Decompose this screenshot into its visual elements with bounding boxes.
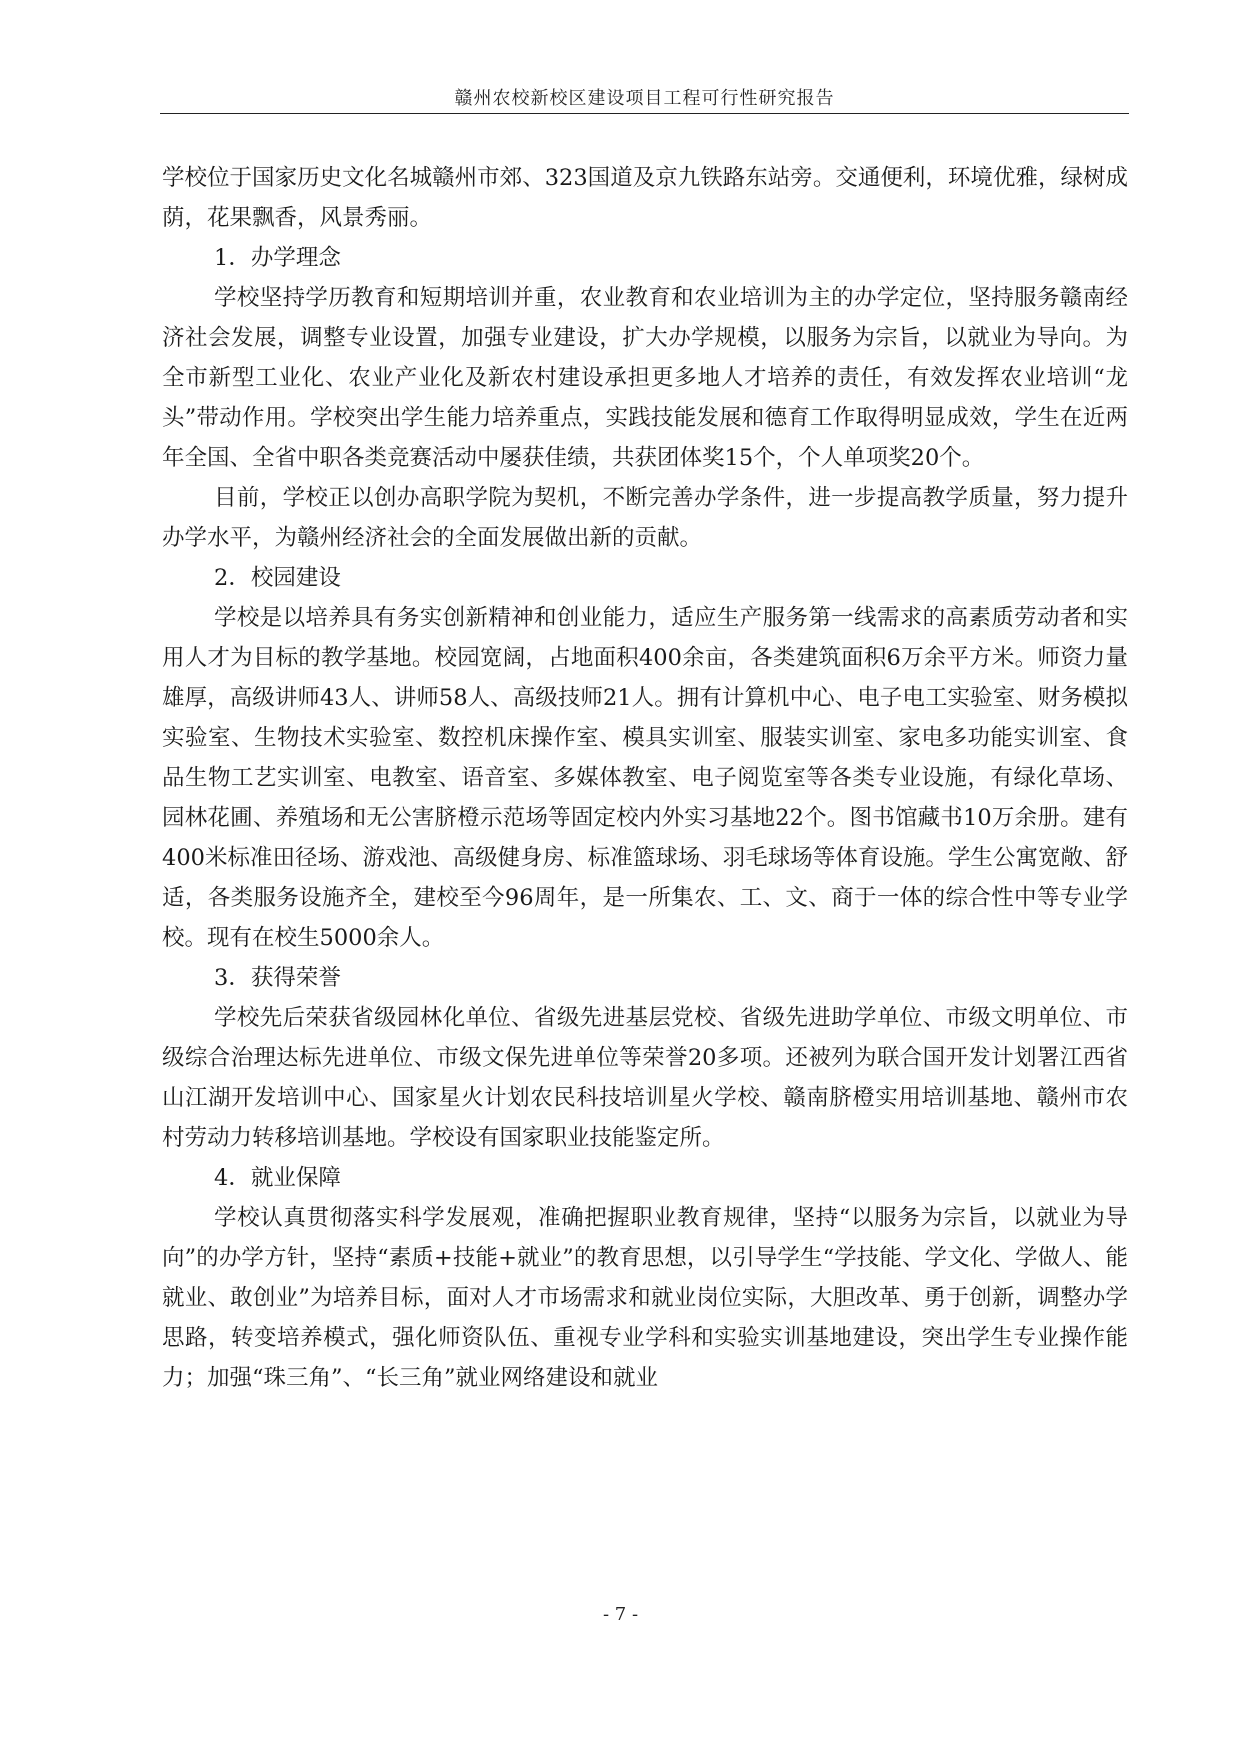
paragraph-honors: 学校先后荣获省级园林化单位、省级先进基层党校、省级先进助学单位、市级文明单位、市级综合治理达标先进单位、市级文保先进单位等荣誉20多项。还被列为联合国开发计划署江西省山江湖开发培训中心、国家星火计划农民科技培训星火学校、赣南脐橙实用培训基地、赣州市农村劳动力转移培训基地。学校设有国家职业技能鉴定所。 (162, 1005, 1128, 1151)
paragraph-campus: 学校是以培养具有务实创新精神和创业能力，适应生产服务第一线需求的高素质劳动者和实用人才为目标的教学基地。校园宽阔，占地面积400余亩，各类建筑面积6万余平方米。师资力量雄厚，高级讲师43人、讲师58人、高级技师21人。拥有计算机中心、电子电工实验室、财务模拟实验室、生物技术实验室、数控机床操作室、模具实训室、服装实训室、家电多功能实训室、食品生物工艺实训室、电教室、语音室、多媒体教室、电子阅览室等各类专业设施，有绿化草场、园林花圃、养殖场和无公害脐橙示范场等固定校内外实习基地22个。图书馆藏书10万余册。建有400米标准田径场、游戏池、高级健身房、标准篮球场、羽毛球场等体育设施。学生公寓宽敞、舒适，各类服务设施齐全，建校至今96周年，是一所集农、工、文、商于一体的综合性中等专业学校。现有在校生5000余人。 (162, 605, 1128, 951)
paragraph-location: 学校位于国家历史文化名城赣州市郊、323国道及京九铁路东站旁。交通便利，环境优雅，绿树成荫，花果飘香，风景秀丽。 (162, 165, 1128, 231)
section-heading-philosophy: 1．办学理念 (214, 245, 341, 271)
header-divider (160, 113, 1129, 114)
paragraph-outlook: 目前，学校正以创办高职学院为契机，不断完善办学条件，进一步提高教学质量，努力提升办学水平，为赣州经济社会的全面发展做出新的贡献。 (162, 485, 1128, 551)
page-number: - 7 - (602, 1604, 639, 1625)
paragraph-employment: 学校认真贯彻落实科学发展观，准确把握职业教育规律，坚持“以服务为宗旨，以就业为导向”的办学方针，坚持“素质+技能+就业”的教育思想，以引导学生“学技能、学文化、学做人、能就业、敢创业”为培养目标，面对人才市场需求和就业岗位实际，大胆改革、勇于创新，调整办学思路，转变培养模式，强化师资队伍、重视专业学科和实验实训基地建设，突出学生专业操作能力；加强“珠三角”、“长三角”就业网络建设和就业 (162, 1205, 1128, 1391)
document-body (162, 158, 1128, 1398)
page-header-title: 赣州农校新校区建设项目工程可行性研究报告 (454, 88, 835, 109)
paragraph-philosophy: 学校坚持学历教育和短期培训并重，农业教育和农业培训为主的办学定位，坚持服务赣南经济社会发展，调整专业设置，加强专业建设，扩大办学规模，以服务为宗旨，以就业为导向。为全市新型工业化、农业产业化及新农村建设承担更多地人才培养的责任，有效发挥农业培训“龙头”带动作用。学校突出学生能力培养重点，实践技能发展和德育工作取得明显成效，学生在近两年全国、全省中职各类竞赛活动中屡获佳绩，共获团体奖15个，个人单项奖20个。 (162, 285, 1128, 471)
section-heading-campus: 2．校园建设 (214, 565, 341, 591)
section-heading-employment: 4．就业保障 (214, 1165, 341, 1191)
section-heading-honors: 3．获得荣誉 (214, 965, 341, 991)
